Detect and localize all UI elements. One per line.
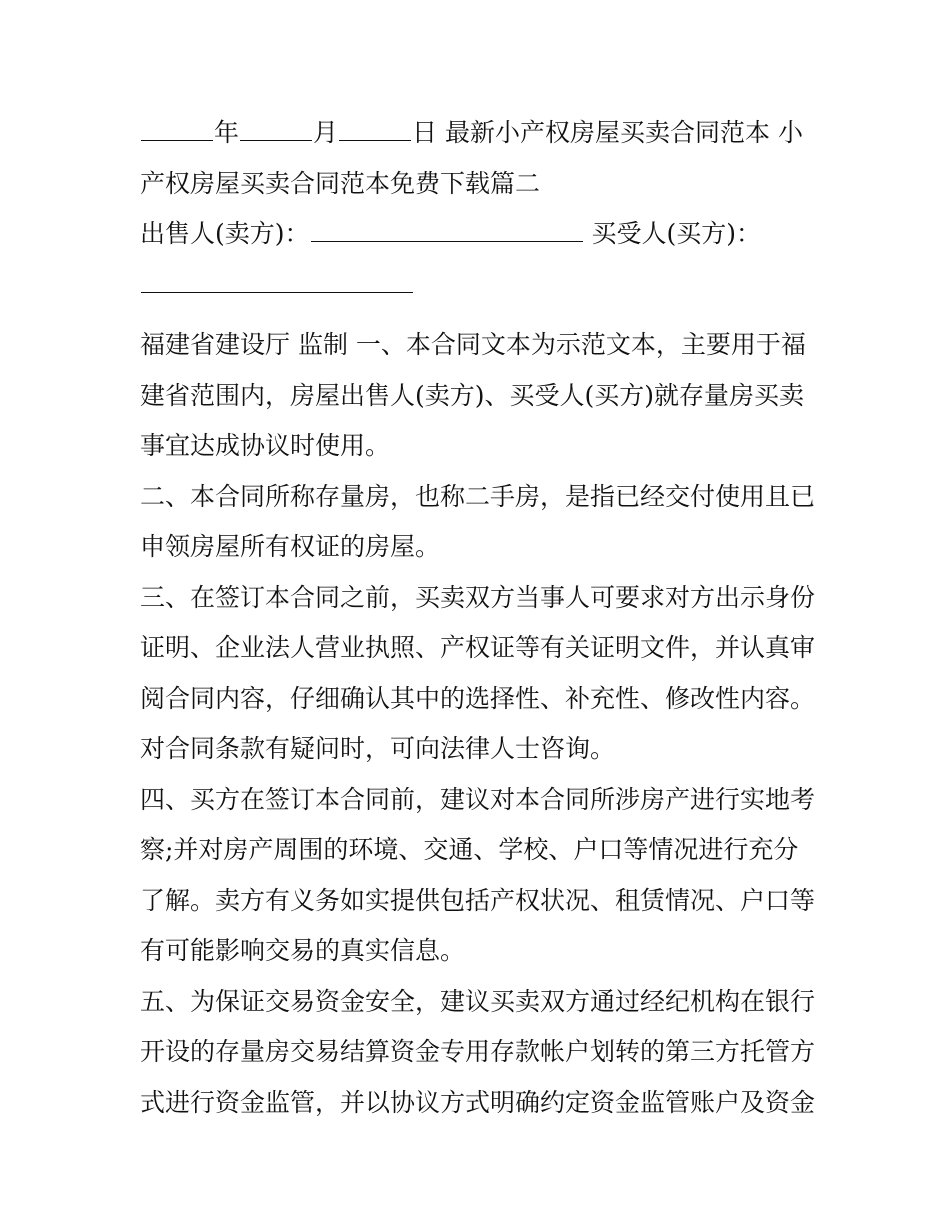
month-label: 月 bbox=[313, 118, 339, 147]
parties-line bbox=[140, 209, 820, 260]
paragraph-line: 了解。卖方有义务如实提供包括产权状况、租赁情况、户口等 bbox=[140, 885, 816, 915]
year-blank[interactable] bbox=[141, 114, 213, 141]
seller-blank[interactable] bbox=[311, 215, 583, 242]
month-blank[interactable] bbox=[240, 114, 312, 141]
paragraph-line: 五、为保证交易资金安全，建议买卖双方通过经纪机构在银行 bbox=[140, 986, 816, 1016]
paragraph-line: 有可能影响交易的真实信息。 bbox=[140, 936, 466, 965]
paragraph-line: 察;并对房产周围的环境、交通、学校、户口等情况进行充分 bbox=[140, 835, 799, 864]
paragraph-line: 福建省建设厅 监制 一、本合同文本为示范文本，主要用于福 bbox=[140, 330, 806, 359]
title-text: 最新小产权房屋买卖合同范本 小 bbox=[445, 118, 803, 147]
paragraph-line: 阅合同内容，仔细确认其中的选择性、补充性、修改性内容。 bbox=[140, 683, 816, 713]
paragraph-line: 二、本合同所称存量房，也称二手房，是指已经交付使用且已 bbox=[140, 481, 816, 511]
buyer-blank-line bbox=[140, 260, 820, 311]
buyer-blank[interactable] bbox=[141, 266, 413, 293]
seller-label: 出售人(卖方)： bbox=[140, 219, 310, 248]
year-label: 年 bbox=[214, 118, 240, 147]
day-blank[interactable] bbox=[339, 114, 411, 141]
title-line-2: 产权房屋买卖合同范本免费下载篇二 bbox=[140, 168, 541, 198]
document-body bbox=[140, 108, 820, 1128]
paragraph-line: 四、买方在签订本合同前，建议对本合同所涉房产进行实地考 bbox=[140, 784, 816, 814]
paragraph-line: 对合同条款有疑问时，可向法律人士咨询。 bbox=[140, 734, 616, 763]
paragraph-line: 开设的存量房交易结算资金专用存款帐户划转的第三方托管方 bbox=[140, 1037, 816, 1066]
paragraph-line: 申领房屋所有权证的房屋。 bbox=[140, 532, 441, 561]
buyer-label: 买受人(买方)： bbox=[591, 219, 761, 248]
date-title-line bbox=[140, 108, 820, 159]
paragraph-line: 事宜达成协议时使用。 bbox=[140, 431, 391, 460]
paragraph-line: 式进行资金监管，并以协议方式明确约定资金监管账户及资金 bbox=[140, 1087, 816, 1117]
paragraph-line: 证明、企业法人营业执照、产权证等有关证明文件，并认真审 bbox=[140, 633, 816, 662]
paragraph-line: 三、在签订本合同之前，买卖双方当事人可要求对方出示身份 bbox=[140, 582, 816, 612]
paragraph-line: 建省范围内，房屋出售人(卖方)、买受人(买方)就存量房买卖 bbox=[140, 380, 805, 410]
day-label: 日 bbox=[412, 118, 438, 147]
